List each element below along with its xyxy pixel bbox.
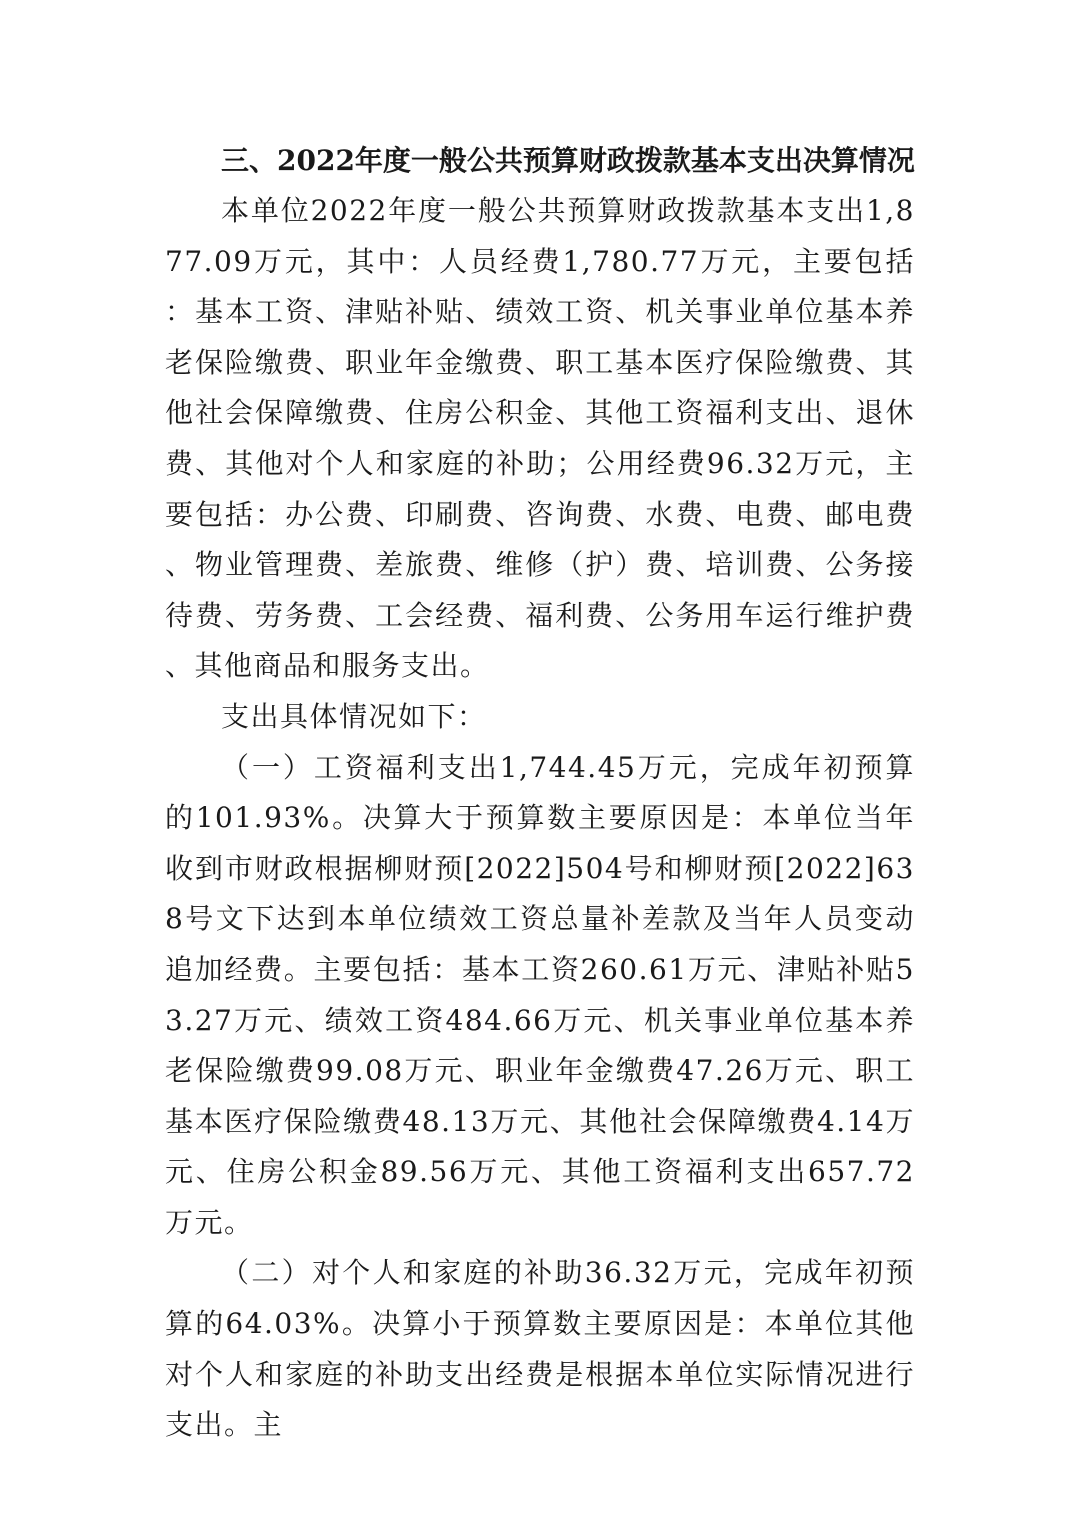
- section-heading: 三、2022年度一般公共预算财政拨款基本支出决算情况: [221, 144, 915, 177]
- paragraph-household-subsidy: （二）对个人和家庭的补助36.32万元，完成年初预算的64.03%。决算小于预算数主要原因是：本单位其他对个人和家庭的补助支出经费是根据本单位实际情况进行支出。主: [165, 1256, 915, 1442]
- paragraph-salary-welfare: （一）工资福利支出1,744.45万元，完成年初预算的101.93%。决算大于预算数主要原因是：本单位当年收到市财政根据柳财预[2022]504号和柳财预[2022]638号文下达到本单位绩效工资总量补差款及当年人员变动追加经费。主要包括：基本工资260.61万元、津贴补贴53.27万元、绩效工资484.66万元、机关事业单位基本养老保险缴费99.08万元、职业年金缴费47.26万元、职工基本医疗保险缴费48.13万元、其他社会保障缴费4.14万元、住房公积金89.56万元、其他工资福利支出657.72万元。: [165, 750, 915, 1239]
- paragraph-details-intro: 支出具体情况如下：: [221, 699, 487, 733]
- document-body: [165, 136, 915, 1451]
- paragraph-basic-expenditure-summary: 本单位2022年度一般公共预算财政拨款基本支出1,877.09万元，其中：人员经费1,780.77万元，主要包括：基本工资、津贴补贴、绩效工资、机关事业单位基本养老保险缴费、职业年金缴费、职工基本医疗保险缴费、其他社会保障缴费、住房公积金、其他工资福利支出、退休费、其他对个人和家庭的补助；公用经费96.32万元，主要包括：办公费、印刷费、咨询费、水费、电费、邮电费、物业管理费、差旅费、维修（护）费、培训费、公务接待费、劳务费、工会经费、福利费、公务用车运行维护费、其他商品和服务支出。: [165, 194, 915, 683]
